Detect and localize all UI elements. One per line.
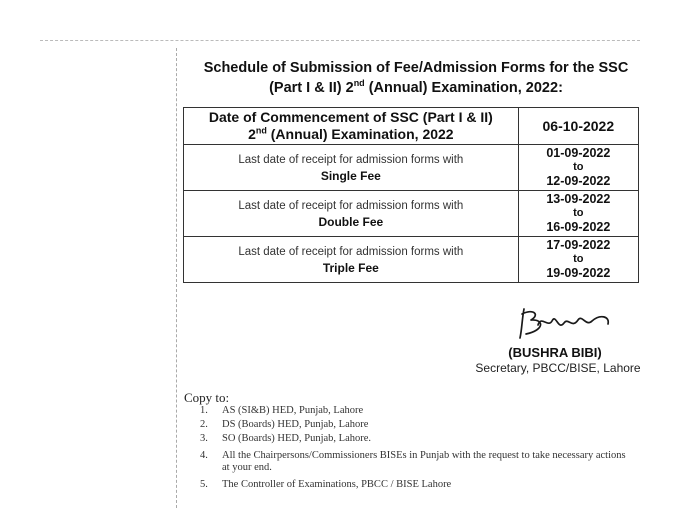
date-range-cell	[518, 237, 638, 283]
list-number: 4.	[200, 450, 208, 461]
top-scan-line	[40, 40, 640, 41]
date-to: 19-09-2022	[546, 266, 611, 280]
left-margin-line	[176, 48, 177, 508]
commencement-superscript: nd	[255, 125, 267, 136]
date-to-word: to	[573, 253, 584, 265]
list-item	[186, 479, 626, 491]
list-number: 2.	[200, 419, 208, 430]
list-text: DS (Boards) HED, Punjab, Lahore	[222, 419, 369, 430]
date-to: 12-09-2022	[546, 174, 611, 188]
commencement-line-1: Date of Commencement of SSC (Part I & II)	[208, 109, 493, 125]
table-row	[184, 145, 639, 191]
list-text: SO (Boards) HED, Punjab, Lahore.	[222, 433, 372, 444]
fee-type: Triple Fee	[322, 260, 379, 275]
commencement-date: 06-10-2022	[518, 108, 638, 145]
copy-to-list	[186, 405, 626, 493]
list-number: 3.	[200, 433, 208, 444]
commencement-part: 2	[248, 126, 256, 142]
table-row-header	[184, 108, 639, 145]
list-number: 5.	[200, 479, 208, 490]
list-number: 1.	[200, 405, 208, 416]
title-part: (Part I & II) 2	[269, 80, 354, 96]
schedule-table	[183, 107, 639, 283]
row-label: Last date of receipt for admission forms with	[238, 153, 464, 166]
fee-label-cell	[184, 237, 519, 283]
fee-type: Single Fee	[320, 168, 381, 183]
title-line-2	[196, 78, 636, 98]
date-from: 13-09-2022	[546, 192, 611, 206]
fee-label-cell	[184, 145, 519, 191]
date-from: 17-09-2022	[546, 238, 611, 252]
date-range-cell	[518, 145, 638, 191]
commencement-label	[184, 108, 519, 145]
copy-to-heading: Copy to:	[184, 390, 230, 405]
table-row	[184, 191, 639, 237]
title-line-1: Schedule of Submission of Fee/Admission Forms for the SSC	[203, 60, 629, 76]
title-part: (Annual) Examination, 2022:	[364, 80, 563, 96]
date-range-cell	[518, 191, 638, 237]
commencement-line-2	[188, 126, 514, 143]
list-item	[186, 433, 626, 445]
signature-image	[512, 305, 622, 341]
list-text: All the Chairpersons/Commissioners BISEs in Punjab with the request to take necessary actions at your end.	[222, 450, 626, 473]
list-text: The Controller of Examinations, PBCC / BISE Lahore	[222, 479, 452, 490]
title-superscript: nd	[353, 78, 365, 89]
table-row	[184, 237, 639, 283]
list-item	[186, 419, 626, 431]
list-item	[186, 405, 626, 417]
document-title	[196, 58, 636, 98]
signatory-designation: Secretary, PBCC/BISE, Lahore	[475, 361, 641, 375]
list-text: AS (SI&B) HED, Punjab, Lahore	[222, 405, 364, 416]
commencement-part: (Annual) Examination, 2022	[266, 126, 454, 142]
list-item	[186, 450, 626, 474]
date-to-word: to	[573, 207, 584, 219]
date-to-word: to	[573, 161, 584, 173]
date-to: 16-09-2022	[546, 220, 611, 234]
row-label: Last date of receipt for admission forms with	[238, 199, 464, 212]
row-label: Last date of receipt for admission forms with	[238, 245, 464, 258]
signatory-name: (BUSHRA BIBI)	[508, 345, 602, 360]
fee-type: Double Fee	[318, 214, 384, 229]
date-from: 01-09-2022	[546, 146, 611, 160]
fee-label-cell	[184, 191, 519, 237]
